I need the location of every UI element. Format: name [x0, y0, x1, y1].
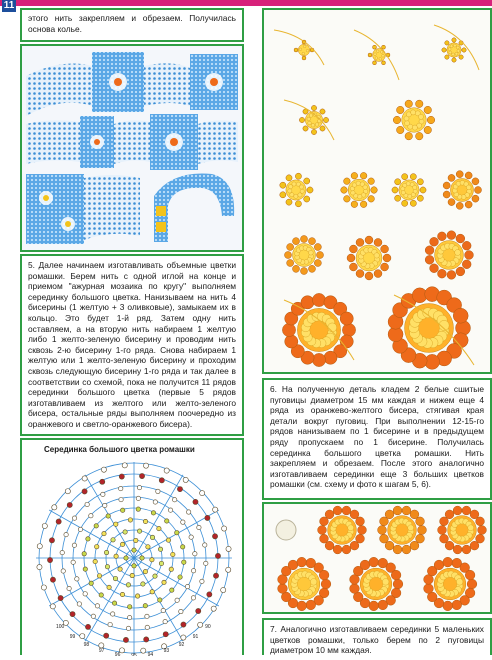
bead [99, 593, 103, 597]
bead [101, 467, 106, 472]
beaded-flower [442, 38, 466, 62]
bead [128, 518, 132, 522]
necklace-photos [22, 46, 242, 250]
bead [137, 485, 141, 489]
bead [158, 598, 162, 602]
bead [119, 474, 124, 479]
step7-text: 7. Аналогично изготавливаем серединки 5 маленьких цветков ромашки, только берем по 2 пуговицы диаметром 10 мм каждая. [270, 624, 484, 656]
beaded-flower [350, 557, 403, 610]
bead [61, 569, 65, 573]
beaded-flower [284, 235, 323, 274]
bead [143, 604, 147, 608]
necklace-strip-3 [26, 120, 80, 164]
bead [166, 538, 170, 542]
bead [89, 581, 93, 585]
bead [134, 538, 138, 542]
bead [37, 564, 42, 569]
bead [127, 615, 131, 619]
bead [108, 622, 112, 626]
bead [213, 573, 218, 578]
bead [172, 498, 176, 502]
bead [104, 550, 108, 554]
bead [179, 609, 183, 613]
bead [70, 612, 75, 617]
bead [132, 564, 136, 568]
bead [128, 605, 132, 609]
bead [67, 502, 72, 507]
bead [120, 592, 124, 596]
intro-text: этого нить закрепляем и обрезаем. Получилась основа колье. [28, 13, 236, 34]
bead-count-label: 95 [131, 653, 137, 656]
bead [41, 585, 46, 590]
bead [211, 606, 216, 611]
bead [95, 545, 99, 549]
beaded-flower [438, 506, 487, 554]
beaded-flower [388, 287, 470, 370]
bead [83, 567, 87, 571]
bead [141, 648, 146, 653]
beaded-flower [424, 557, 477, 610]
bead [126, 583, 130, 587]
step5-text: 5. Далее начинаем изготавливать объемные цветки ромашки. Берем нить с одной иглой на конце и приемом "ажурная мозаика по кругу" выполняем серединку большого цветка. Нанизываем на нить 4 бисерины (1 желтую + 3 оливковые), замыкаем их в кольцо. Это будет 1-й ряд. Затем одну нить оставляем, а на вторую нить набираем 1 желтую либо 1 желто-зеленую бисерину и проводим нить сквозь 2-ю бисерину 1-го ряда. Снова набираем 1 желтую или 1 желто-зеленую бисерину и проходим сквозь следующую бисерину 1-го ряда и так далее в соответствии со схемой, пока не получится 11 рядов серединки большого цветка (первые 5 рядов изготавливаем из желтого или желто-зеленого бисера, остальные ряды выполняем поочередно из оранжевого и светло-оранжевого бисера). [28, 260, 236, 429]
bead [101, 492, 105, 496]
bead [197, 525, 201, 529]
bead [175, 531, 179, 535]
small-flower-photos [262, 502, 492, 614]
bead [114, 522, 118, 526]
beaded-flower [280, 173, 313, 207]
bead [145, 625, 149, 629]
bead [163, 619, 167, 623]
bead [165, 519, 169, 523]
beaded-flower [294, 40, 314, 60]
bead [159, 478, 164, 483]
bead-count-label: 93 [163, 648, 170, 655]
bead [58, 595, 63, 600]
bead [83, 592, 87, 596]
bead [213, 507, 218, 512]
bead [177, 487, 182, 492]
bead [164, 468, 169, 473]
bead [186, 510, 190, 514]
bead [123, 530, 127, 534]
bead [82, 552, 86, 556]
bead [85, 502, 89, 506]
bead [64, 532, 68, 536]
bead [67, 586, 71, 590]
bead [182, 560, 186, 564]
bead [104, 633, 109, 638]
bead [193, 552, 197, 556]
bead [215, 553, 220, 558]
bead [181, 520, 185, 524]
bead [159, 561, 163, 565]
beaded-flower [392, 174, 426, 207]
bead [150, 590, 154, 594]
bead [60, 550, 64, 554]
beaded-flower [425, 231, 473, 280]
page-marker: 11 [3, 0, 15, 11]
bead [143, 463, 148, 468]
bead [119, 497, 123, 501]
bead [163, 632, 168, 637]
bead [136, 496, 140, 500]
bead [82, 489, 87, 494]
bead [222, 526, 227, 531]
bead [158, 547, 162, 551]
bead [189, 535, 193, 539]
bead [150, 535, 154, 539]
step6-text-box [262, 378, 492, 500]
bead [203, 543, 207, 547]
necklace-collar [154, 173, 234, 242]
small-flower-photos-art [264, 504, 490, 612]
bead-count-label: 91 [192, 634, 199, 641]
bead [65, 489, 70, 494]
bead [91, 614, 95, 618]
bead [124, 556, 128, 560]
bead [178, 575, 182, 579]
bead [103, 503, 107, 507]
bead [110, 612, 114, 616]
bead [181, 635, 186, 640]
bead [82, 476, 87, 481]
beaded-flower [299, 105, 328, 134]
bead [75, 577, 79, 581]
bead [169, 567, 173, 571]
bead [72, 543, 76, 547]
beaded-flower [443, 171, 481, 210]
bead [50, 604, 55, 609]
bead [181, 545, 185, 549]
bead [132, 548, 136, 552]
bead-count-label: 92 [178, 642, 185, 649]
bead [120, 542, 124, 546]
bead [204, 561, 208, 565]
bead [157, 526, 161, 530]
flower-process-photos [262, 8, 492, 374]
step5-text-box [20, 254, 244, 436]
bead [50, 577, 55, 582]
bead [89, 514, 93, 518]
bead [143, 569, 147, 573]
bead [207, 592, 212, 597]
bead [122, 463, 127, 468]
step7-text-box [262, 618, 492, 655]
bead-count-label: 90 [205, 623, 211, 630]
bead [171, 552, 175, 556]
bead [86, 537, 90, 541]
bead [97, 574, 101, 578]
bead [123, 637, 128, 642]
bead [52, 505, 57, 510]
bead-count-label: 94 [147, 651, 154, 656]
bead [49, 538, 54, 543]
beaded-flower [278, 557, 331, 610]
diagram-title: Серединка большого цветка ромашки [44, 445, 195, 454]
bead [56, 519, 61, 524]
bead [146, 545, 150, 549]
bead [226, 546, 231, 551]
daisy-square-5 [26, 174, 84, 244]
bead [193, 499, 198, 504]
bead [93, 559, 97, 563]
bead [212, 534, 217, 539]
bead [118, 567, 122, 571]
bead [80, 633, 85, 638]
bead-count-label: 96 [114, 651, 121, 656]
bead [153, 500, 157, 504]
bead [106, 514, 110, 518]
bead-diagram [22, 458, 242, 656]
bead [94, 524, 98, 528]
bead [72, 516, 76, 520]
bead [185, 584, 189, 588]
bead [150, 558, 154, 562]
bead [183, 477, 188, 482]
necklace-strip-1 [26, 64, 92, 116]
bead [162, 580, 166, 584]
bead [200, 491, 205, 496]
bead [145, 614, 149, 618]
bead [85, 624, 90, 629]
intro-text-box [20, 8, 244, 42]
bead [136, 507, 140, 511]
bead [139, 473, 144, 478]
step6-text: 6. На полученную деталь кладем 2 белые сшитые пуговицы диаметром 15 мм каждая и нижем еще 4 ряда из оранжево-желтого бисера, стягивая края детали вокруг пуговиц. При выполнении 12-15-го рядов нанизываем по 1 бисерине и в предыдущем ряду пропускаем по 1 бисерине. Получилась серединка большого цветка ромашки. Нить закрепляем и обрезаем. После этого аналогично изготавливаем серединки еще 3 больших цветков ромашки (см. схему и фото к шагам 5, 6). [270, 384, 484, 490]
bead [47, 557, 52, 562]
bead-count-label: 98 [83, 642, 90, 649]
bead [221, 587, 226, 592]
magazine-color-bar [0, 0, 492, 6]
bead [175, 598, 179, 602]
beaded-flower [378, 506, 427, 554]
bead [37, 544, 42, 549]
bead [95, 604, 99, 608]
bead [102, 531, 106, 535]
bead [200, 579, 204, 583]
bead [137, 529, 141, 533]
bead-count-label: 97 [98, 648, 105, 655]
bead [191, 569, 195, 573]
bead [100, 479, 105, 484]
bead [161, 608, 165, 612]
bead [144, 637, 149, 642]
beaded-flower [318, 506, 367, 554]
bead [114, 554, 118, 558]
bead [143, 519, 147, 523]
bead [170, 588, 174, 592]
bead [42, 523, 47, 528]
bead [77, 602, 81, 606]
necklace-photos-box [20, 44, 244, 252]
beaded-flower [393, 100, 434, 140]
bead [130, 573, 134, 577]
bead-diagram-box [20, 438, 244, 655]
bead [105, 565, 109, 569]
bead-count-label: 99 [69, 634, 76, 641]
bead-count-label: 100 [55, 623, 65, 630]
bead [191, 596, 195, 600]
bead [135, 594, 139, 598]
bead [226, 567, 231, 572]
white-button [276, 520, 296, 540]
necklace-strip-2 [144, 63, 190, 106]
bead [107, 585, 111, 589]
bead [113, 576, 117, 580]
bead [111, 538, 115, 542]
bead [205, 515, 210, 520]
flower-photos [264, 10, 490, 372]
bead [153, 574, 157, 578]
bead [112, 601, 116, 605]
bead [168, 508, 172, 512]
bead [140, 556, 144, 560]
bead [151, 511, 155, 515]
bead [156, 489, 160, 493]
bead [181, 622, 186, 627]
bead [126, 626, 130, 630]
bead [198, 622, 203, 627]
bead [120, 508, 124, 512]
bead [141, 582, 145, 586]
beaded-flower [347, 236, 391, 280]
bead [71, 560, 75, 564]
bead [119, 486, 123, 490]
bead [78, 527, 82, 531]
bead [196, 608, 201, 613]
beaded-flower [341, 172, 378, 207]
